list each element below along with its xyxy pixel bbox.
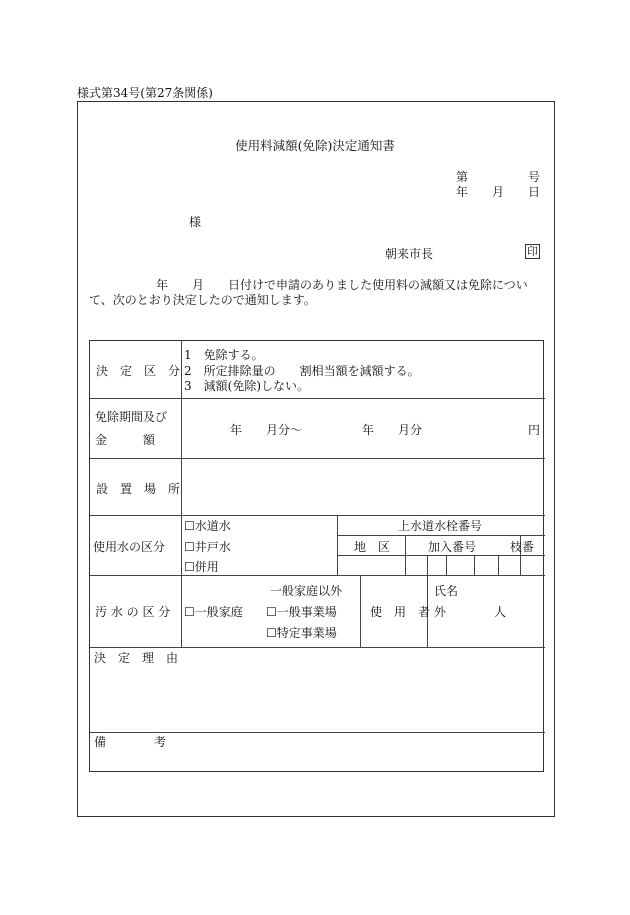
- user-label: 使 用 者: [370, 605, 431, 619]
- form-number-header: 様式第34号(第27条関係): [77, 86, 213, 100]
- period-to: 年 月分: [362, 423, 423, 437]
- body-text-line2: て、次のとおり決定したので通知します。: [89, 293, 316, 307]
- decision-reason-label: 決 定 理 由: [94, 651, 179, 665]
- branch-number-label: 枝番: [510, 540, 535, 554]
- other-persons-label: 外 人: [434, 605, 507, 619]
- water-category-label: 使用水の区分: [93, 540, 166, 554]
- sewage-category-label: 汚 水 の 区 分: [95, 605, 171, 619]
- water-option-combined: ☐併用: [184, 560, 219, 574]
- seal-mark: 印: [527, 245, 538, 258]
- sewage-option-specific-business: ☐特定事業場: [266, 626, 337, 640]
- period-label-line1: 免除期間及び: [95, 410, 168, 424]
- name-label: 氏名: [434, 584, 459, 598]
- district-label: 地 区: [354, 540, 391, 554]
- period-from: 年 月分〜: [230, 423, 303, 437]
- water-option-tap: ☐水道水: [184, 519, 231, 533]
- water-option-well: ☐井戸水: [184, 540, 231, 554]
- decision-option-exempt: 1 免除する。: [184, 348, 264, 362]
- document-title: 使用料減額(免除)決定通知書: [235, 138, 395, 153]
- decision-category-label: 決 定 区 分: [96, 364, 181, 378]
- document-date: 年 月 日: [456, 185, 541, 199]
- remarks-label: 備 考: [94, 735, 167, 749]
- document-number: 第 号: [456, 170, 541, 184]
- joining-number-label: 加入番号: [428, 540, 477, 554]
- body-text-line1: 年 月 日付けで申請のありました使用料の減額又は免除につい: [156, 278, 528, 292]
- sewage-option-general-business: ☐一般事業場: [266, 605, 337, 619]
- sewage-option-household: ☐一般家庭: [184, 605, 243, 619]
- decision-option-reduce: 2 所定排除量の 割相当額を減額する。: [184, 364, 420, 378]
- hydrant-number-header: 上水道水栓番号: [398, 519, 483, 533]
- non-household-label: 一般家庭以外: [270, 584, 343, 598]
- issuer-name: 朝来市長: [385, 247, 434, 261]
- decision-option-none: 3 減額(免除)しない。: [184, 379, 309, 393]
- decision-table: [89, 340, 544, 772]
- yen-unit: 円: [528, 423, 541, 437]
- period-label-line2: 金 額: [95, 433, 156, 447]
- location-label: 設 置 場 所: [96, 482, 181, 496]
- addressee-suffix: 様: [189, 215, 202, 229]
